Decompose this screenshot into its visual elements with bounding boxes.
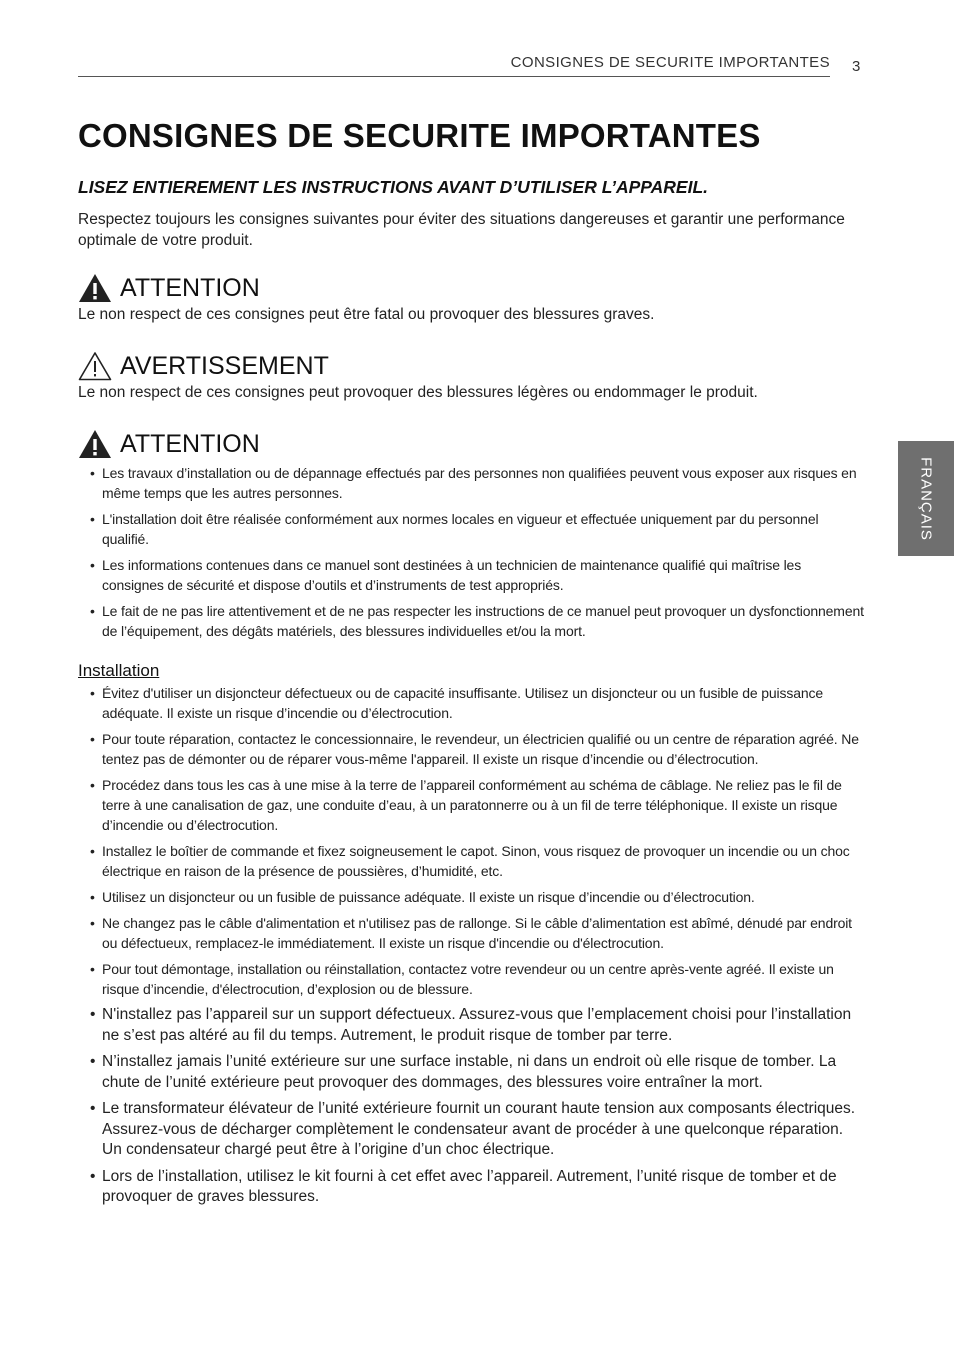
- section-description: Le non respect de ces consignes peut être fatal ou provoquer des blessures graves.: [78, 306, 655, 323]
- section-heading: ATTENTION: [120, 273, 260, 302]
- installation-heading: Installation: [78, 661, 160, 680]
- list-item: • Le transformateur élévateur de l’unité extérieure fournit un courant haute tension aux composants électriques. Assurez-vous de décharger complètement le condensateur avant de procéder à une quelconque réparation. Un condensateur chargé peut être à l’origine d’un choc électrique.: [90, 1100, 856, 1158]
- page-title: CONSIGNES DE SECURITE IMPORTANTES: [78, 117, 761, 154]
- installation-bullet-list: [78, 683, 864, 999]
- language-tab-label: FRANÇAIS: [917, 456, 935, 541]
- list-item: • Pour toute réparation, contactez le concessionnaire, le revendeur, un électricien qualifié ou un centre de réparation agréé. Ne tentez pas de démonter ou de réparer vous-même l'appareil. Il existe un risque d’incendie ou d’électrocution.: [90, 731, 859, 767]
- installation-bullet-list-large: [78, 1005, 864, 1208]
- list-item: • Les travaux d’installation ou de dépannage effectués par des personnes non qualifiées peuvent vous exposer aux risques en même temps que les autres personnes.: [90, 465, 857, 501]
- page-subtitle: LISEZ ENTIEREMENT LES INSTRUCTIONS AVANT D’UTILISER L’APPAREIL.: [78, 177, 709, 197]
- attention-section-2: [78, 429, 864, 641]
- attention-bullet-list: [78, 463, 864, 641]
- warning-filled-icon: [78, 273, 112, 303]
- list-item: • Les informations contenues dans ce manuel sont destinées à un technicien de maintenance qualifié qui maîtrise les consignes de sécurité et dispose d’outils et d’instruments de test appropriés.: [90, 557, 802, 593]
- list-item: • Installez le boîtier de commande et fixez soigneusement le capot. Sinon, vous risquez de provoquer un incendie ou un choc électrique en raison de la présence de poussières, d’humidité, etc.: [90, 843, 850, 879]
- page-number: 3: [852, 58, 861, 75]
- page-content: [78, 116, 864, 1214]
- attention-section-1: [78, 273, 864, 325]
- running-title: CONSIGNES DE SECURITE IMPORTANTES: [510, 54, 830, 71]
- list-item: • Utilisez un disjoncteur ou un fusible de puissance adéquate. Il existe un risque d’incendie ou d’électrocution.: [90, 889, 755, 905]
- avertissement-section: [78, 351, 864, 403]
- list-item: • N’installez jamais l’unité extérieure sur une surface instable, ni dans un endroit où elle risque de tomber. La chute de l’unité extérieure peut provoquer des dommages, des blessures voire entraîner la mort.: [90, 1053, 837, 1091]
- language-tab[interactable]: [898, 441, 954, 556]
- list-item: • Évitez d'utiliser un disjoncteur défectueux ou de capacité insuffisante. Utilisez un disjoncteur ou un fusible de puissance adéquate. Il existe un risque d’incendie ou d’électrocution.: [90, 685, 823, 721]
- page-header: [78, 52, 830, 77]
- list-item: • Lors de l’installation, utilisez le kit fourni à cet effet avec l’appareil. Autrement, l’unité risque de tomber et de provoquer de graves blessures.: [90, 1167, 837, 1205]
- warning-filled-icon: [78, 429, 112, 459]
- list-item: • N'installez pas l’appareil sur un support défectueux. Assurez-vous que l’emplacement choisi pour l’installation ne s’est pas altéré au fil du temps. Autrement, le produit risque de tomber par terre.: [90, 1006, 852, 1044]
- section-heading: AVERTISSEMENT: [120, 351, 329, 380]
- list-item: • Pour tout démontage, installation ou réinstallation, contactez votre revendeur ou un centre après-vente agréé. Il existe un risque d’incendie, d'électrocution, d’explosion ou de blessure.: [90, 961, 834, 997]
- warning-outline-icon: [78, 351, 112, 381]
- section-description: Le non respect de ces consignes peut provoquer des blessures légères ou endommager le produit.: [78, 384, 758, 401]
- list-item: • Le fait de ne pas lire attentivement et de ne pas respecter les instructions de ce manuel peut provoquer un dysfonctionnement de l’équipement, des dégâts matériels, des blessures individuelles et/ou la mort.: [90, 603, 864, 639]
- list-item: • L'installation doit être réalisée conformément aux normes locales en vigueur et effectuée uniquement par du personnel qualifié.: [90, 511, 819, 547]
- list-item: • Procédez dans tous les cas à une mise à la terre de l’appareil conformément au schéma de câblage. Ne reliez pas le fil de terre à une canalisation de gaz, une conduite d’eau, à un paratonnerre ou à un fil de terre téléphonique. Il existe un risque d’incendie ou d’électrocution.: [90, 777, 842, 833]
- section-heading: ATTENTION: [120, 429, 260, 458]
- list-item: • Ne changez pas le câble d'alimentation et n'utilisez pas de rallonge. Si le câble d’alimentation est abîmé, dénudé par endroit ou défectueux, remplacez-le immédiatement. Il existe un risque d'incendie ou d'électrocution.: [90, 915, 852, 951]
- intro-paragraph: Respectez toujours les consignes suivantes pour éviter des situations dangereuses et garantir une performance optimale de votre produit.: [78, 211, 845, 249]
